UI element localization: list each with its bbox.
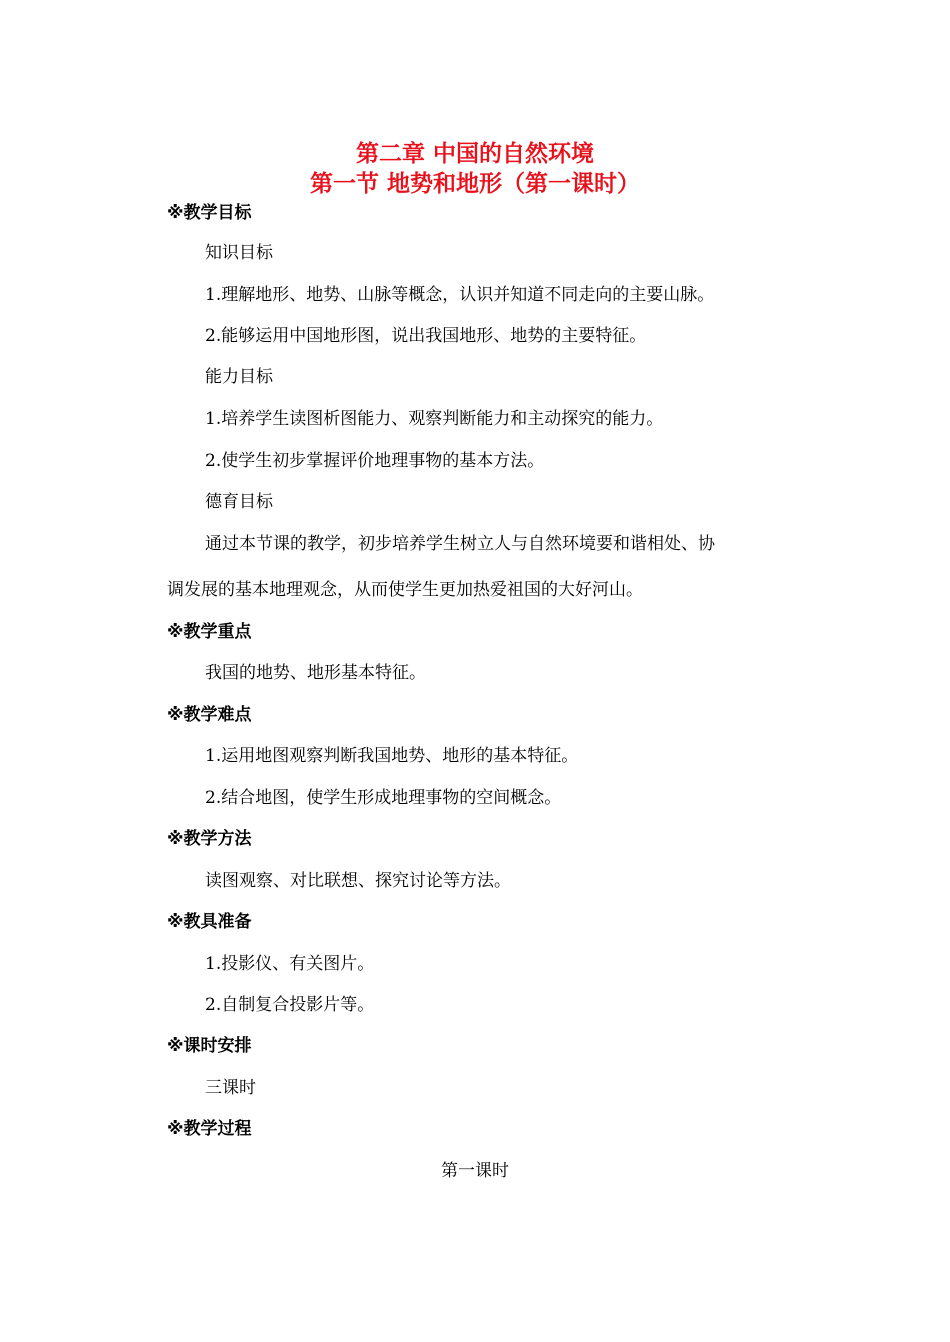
knowledge-goal-label: 知识目标	[205, 243, 273, 263]
difficulties-heading: ※教学难点	[167, 705, 252, 725]
materials-heading: ※教具准备	[167, 912, 252, 932]
moral-goal-label: 德育目标	[205, 492, 273, 512]
knowledge-goal-item: 2.能够运用中国地形图，说出我国地形、地势的主要特征。	[205, 326, 647, 346]
methods-text: 读图观察、对比联想、探究讨论等方法。	[205, 871, 511, 891]
chapter-title: 第二章 中国的自然环境	[355, 141, 594, 167]
moral-goal-text: 通过本节课的教学，初步培养学生树立人与自然环境要和谐相处、协	[205, 534, 715, 554]
ability-goal-item: 1.培养学生读图析图能力、观察判断能力和主动探究的能力。	[205, 409, 664, 429]
ability-goal-label: 能力目标	[205, 367, 273, 387]
ability-goal-item: 2.使学生初步掌握评价地理事物的基本方法。	[205, 451, 545, 471]
key-points-text: 我国的地势、地形基本特征。	[205, 663, 426, 683]
material-item: 1.投影仪、有关图片。	[205, 954, 375, 974]
methods-heading: ※教学方法	[167, 829, 252, 849]
section-title: 第一节 地势和地形（第一课时）	[309, 171, 640, 197]
difficulty-item: 1.运用地图观察判断我国地势、地形的基本特征。	[205, 746, 579, 766]
key-points-heading: ※教学重点	[167, 622, 252, 642]
knowledge-goal-item: 1.理解地形、地势、山脉等概念，认识并知道不同走向的主要山脉。	[205, 285, 715, 305]
schedule-text: 三课时	[205, 1078, 256, 1098]
difficulty-item: 2.结合地图，使学生形成地理事物的空间概念。	[205, 788, 562, 808]
process-heading: ※教学过程	[167, 1119, 252, 1139]
process-subtitle: 第一课时	[441, 1161, 509, 1181]
goals-heading: ※教学目标	[167, 203, 252, 223]
material-item: 2.自制复合投影片等。	[205, 995, 375, 1015]
moral-goal-text: 调发展的基本地理观念，从而使学生更加热爱祖国的大好河山。	[167, 580, 643, 600]
schedule-heading: ※课时安排	[167, 1036, 252, 1056]
